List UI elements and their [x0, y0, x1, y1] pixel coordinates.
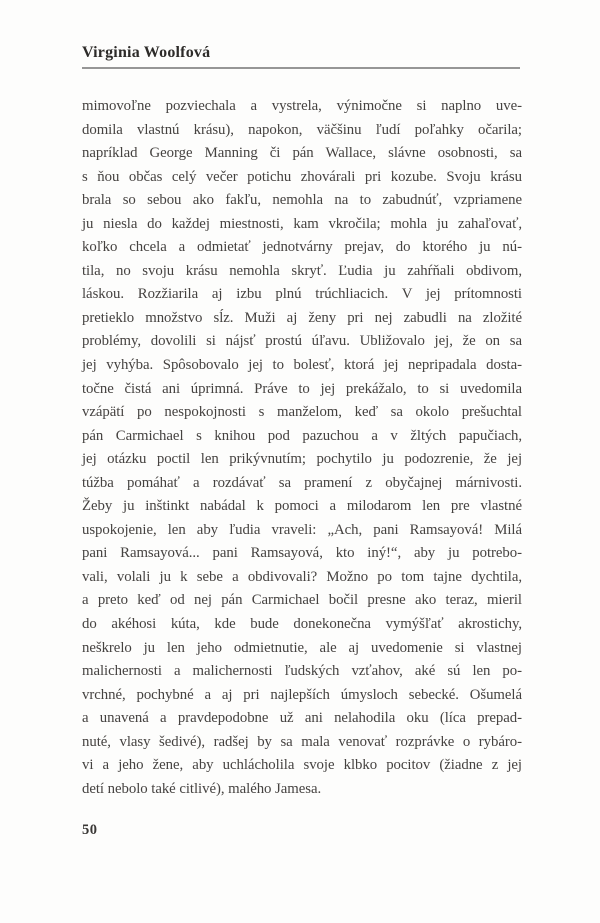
text-line: ju niesla do každej miestnosti, kam vkročila; mohla ju zahaľovať,	[82, 215, 522, 232]
running-header-author: Virginia Woolfová	[82, 44, 211, 61]
text-line: a unavená a pravdepodobne už ani nelahodila oku (líca prepad-	[82, 710, 522, 727]
text-line: túžba pomáhať a rozdávať sa pramení z obyčajnej márnivosti.	[82, 474, 522, 491]
text-line: láskou. Rozžiarila aj izbu plnú trúchliacich. V jej prítomnosti	[82, 286, 522, 303]
text-line: neškrelo ju len jeho odmietnutie, ale aj uvedomenie si vlastnej	[82, 639, 522, 656]
text-line: mimovoľne pozviechala a vystrela, výnimočne si naplno uve-	[82, 98, 522, 114]
text-line: s ňou občas celý večer potichu zhovárali pri kozube. Svoju krásu	[82, 168, 522, 185]
text-line: detí nebolo také citlivé), malého Jamesa.	[82, 780, 322, 797]
text-line: nuté, vlasy šedivé), radšej by sa mala venovať rozprávke o rybáro-	[82, 733, 522, 750]
text-line: vali, volali ju k sebe a obdivovali? Možno po tom tajne dychtila,	[82, 568, 522, 585]
text-line: pán Carmichael s knihou pod pazuchou a v žltých papučiach,	[82, 427, 522, 444]
text-line: problémy, dovolili si nájsť prostú úľavu. Ubližovalo jej, že on sa	[82, 333, 522, 350]
text-line: brala so sebou ako fakľu, nemohla na to zabudnúť, vzpriamene	[82, 192, 522, 209]
text-line: Žeby ju inštinkt nabádal k pomoci a milodarom len pre vlastné	[82, 498, 522, 515]
text-line: a preto keď od nej pán Carmichael bočil presne ako teraz, mieril	[82, 592, 522, 609]
text-line: jej otázku poctil len prikývnutím; pochytilo ju podozrenie, že jej	[82, 451, 522, 468]
text-line: vi a jeho žene, aby uchlácholila svoje klbko pocitov (žiadne z jej	[82, 757, 522, 774]
text-line: do akéhosi kúta, kde bude donekonečna vymýšľať akrostichy,	[82, 616, 522, 633]
text-line: malichernosti a malichernosti ľudských vzťahov, aké sú len po-	[82, 663, 522, 680]
text-line: pani Ramsayová... pani Ramsayová, kto iný!“, aby ju potrebo-	[82, 545, 522, 562]
text-line: pretieklo množstvo sĺz. Muži aj ženy pri nej zabudli na zložité	[82, 309, 522, 326]
page-number: 50	[82, 822, 98, 838]
text-line: vzápätí po nespokojnosti s manželom, keď sa okolo prešuchtal	[82, 404, 522, 421]
text-line: jej vyhýba. Spôsobovalo jej to bolesť, ktorá jej nepripadala dosta-	[82, 357, 522, 374]
page-header	[82, 44, 520, 69]
text-line: napríklad George Manning či pán Wallace, slávne osobnosti, sa	[82, 145, 522, 162]
text-line: vrchné, pochybné a aj pri najlepších úmysloch sebecké. Ošumelá	[82, 686, 522, 703]
text-line: koľko chcela a odmietať jednotvárny prejav, do ktorého ju nú-	[82, 239, 522, 256]
text-line: uspokojenie, len aby ľudia vraveli: „Ach, pani Ramsayová! Milá	[82, 521, 522, 538]
paragraph	[82, 95, 522, 801]
text-line: domila vlastnú krásu), napokon, väčšinu ľudí poľahky očarila;	[82, 121, 522, 138]
text-line: točne čistá ani úprimná. Práve to jej prekážalo, to si uvedomila	[82, 380, 522, 397]
text-line: tila, no svoju krásu nemohla skryť. Ľudia ju zahŕňali obdivom,	[82, 262, 522, 279]
